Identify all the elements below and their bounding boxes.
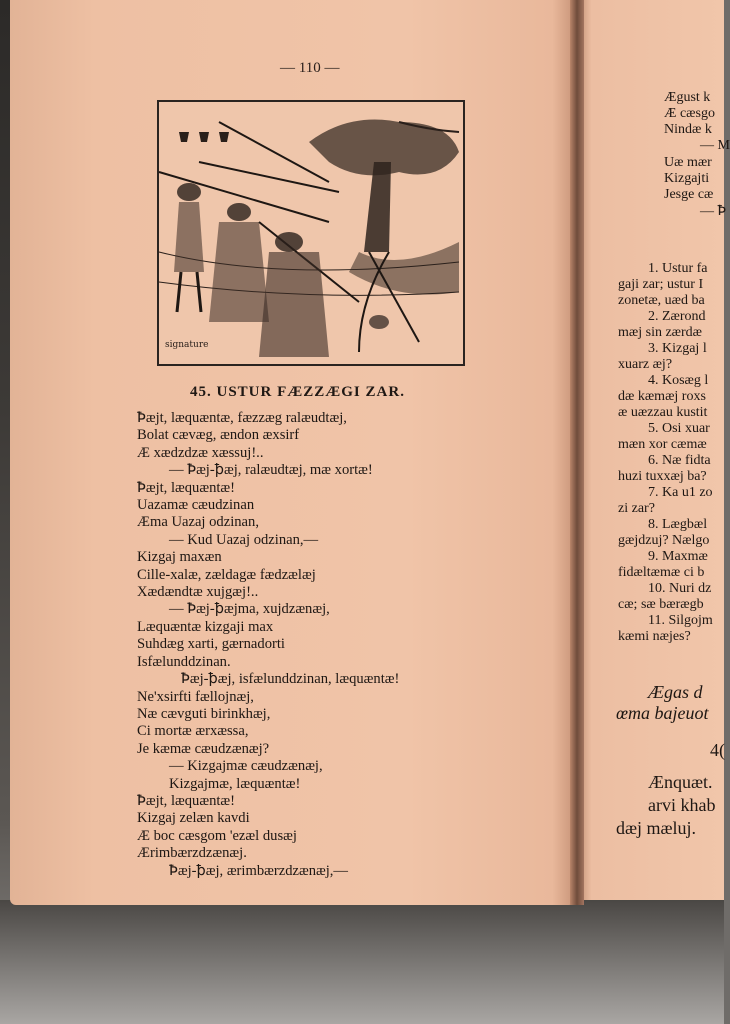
question-line: 11. Silgojm	[648, 613, 713, 628]
question-line: gæjdzuj? Nælgo	[618, 533, 710, 548]
poem-line: — Ꝥæj-ꝥæjma, xujdzænæj,	[169, 601, 330, 618]
question-line: kæmi næjes?	[618, 629, 691, 644]
right-line: — M	[700, 138, 730, 153]
right-line: Kizgajti	[664, 171, 710, 186]
question-line: æ uæzzau kustit	[618, 405, 708, 420]
question-line: huzi tuxxæj ba?	[618, 469, 707, 484]
poem-line: Ꝥæjt, læquæntæ!	[137, 479, 236, 496]
question-line: 1. Ustur fa	[648, 261, 708, 276]
right-line: Ægust k	[664, 90, 711, 105]
question-line: xuarz æj?	[618, 357, 673, 372]
question-line: cæ; sæ bærægb	[618, 597, 704, 612]
poem-line: Uazamæ cæudzinan	[137, 497, 255, 514]
poem-line: Kizgaj zelæn kavdi	[137, 810, 250, 827]
question-line: fidæltæmæ ci b	[618, 565, 705, 580]
right-line: Æ cæsgo	[664, 106, 715, 121]
reapers-illustration	[157, 100, 465, 366]
right-page-text	[612, 0, 730, 900]
question-line: 7. Ka u1 zo	[648, 485, 713, 500]
question-line: dæ kæmæj roxs	[618, 389, 706, 404]
question-line: 9. Maxmæ	[648, 549, 708, 564]
poem-line: — Kud Uazaj odzinan,—	[169, 531, 319, 548]
right-line: arvi khab	[648, 795, 716, 815]
question-line: mæj sin zærdæ	[618, 325, 703, 340]
poem-line: Isfælunddzinan.	[137, 653, 231, 670]
question-line: zi zar?	[618, 501, 655, 516]
poem-line: Kizgajmæ, læquæntæ!	[169, 775, 301, 792]
question-line: gaji zar; ustur I	[618, 277, 704, 292]
section-number: 4(	[710, 740, 725, 760]
question-line: 8. Lægbæl	[648, 517, 708, 532]
poem-line: — Kizgajmæ cæudzænæj,	[169, 758, 323, 775]
poem-line: Ꝥæj-ꝥæj, isfælunddzinan, læquæntæ!	[181, 671, 400, 688]
italic-heading: Ægas d	[648, 682, 703, 702]
right-line: Ænquæt.	[648, 772, 713, 792]
svg-text:signature: signature	[165, 340, 209, 350]
page-number: — 110 —	[280, 60, 340, 76]
poem-text	[137, 410, 477, 880]
right-line: Jesge cæ	[664, 187, 714, 202]
poem-title: 45. USTUR FÆZZÆGI ZAR.	[190, 384, 405, 400]
poem-line: Ꝥæjt, læquæntæ, fæzzæg ralæudtæj,	[137, 410, 347, 426]
question-line: 10. Nuri dz	[648, 581, 712, 596]
right-line: dæj mæluj.	[616, 818, 697, 838]
book-gutter	[570, 0, 584, 905]
question-line: zonetæ, uæd ba	[618, 293, 705, 308]
right-line: — Ꝥ	[700, 204, 726, 219]
poem-line: — Ꝥæj-ꝥæj, ralæudtæj, mæ xortæ!	[169, 462, 373, 479]
question-line: 5. Osi xuar	[648, 421, 710, 436]
poem-line: Xædændtæ xujgæj!..	[137, 584, 259, 601]
right-line: Nindæ k	[664, 122, 712, 137]
poem-line: Suhdæg xarti, gærnadorti	[137, 636, 285, 653]
poem-line: Ꝥæj-ꝥæj, ærimbærzdzænæj,—	[169, 862, 349, 879]
poem-line: Æ xædzdzæ xæssuj!..	[137, 444, 264, 461]
question-line: 6. Næ fidta	[648, 453, 711, 468]
scanner-bed	[0, 900, 724, 1024]
poem-line: Ærimbærzdzænæj.	[137, 845, 247, 862]
poem-line: Læquæntæ kizgaji max	[137, 618, 274, 635]
question-line: 4. Kosæg l	[648, 373, 709, 388]
question-line: mæn xor cæmæ	[618, 437, 707, 452]
right-line: Uæ mær	[664, 155, 712, 170]
poem-line: Næ cævguti birinkhæj,	[137, 705, 271, 722]
question-line: 2. Zærond	[648, 309, 706, 324]
poem-line: Ci mortæ ærxæssa,	[137, 723, 249, 740]
poem-line: Ne'xsirfti fællojnæj,	[137, 688, 254, 705]
question-line: 3. Kizgaj l	[648, 341, 707, 356]
poem-line: Bolat cævæg, ændon æxsirf	[137, 427, 300, 444]
poem-line: Kizgaj maxæn	[137, 549, 222, 566]
illustration-drawing	[159, 102, 463, 364]
poem-line: Ꝥæjt, læquæntæ!	[137, 792, 236, 809]
poem-line: Æ boc cæsgom 'ezæl dusæj	[137, 827, 297, 844]
poem-line: Cille-xalæ, zældagæ fædzælæj	[137, 566, 316, 583]
italic-heading: œma bajeuot	[616, 703, 709, 723]
poem-line: Æma Uazaj odzinan,	[137, 514, 259, 531]
poem-line: Je kæmæ cæudzænæj?	[137, 740, 270, 757]
